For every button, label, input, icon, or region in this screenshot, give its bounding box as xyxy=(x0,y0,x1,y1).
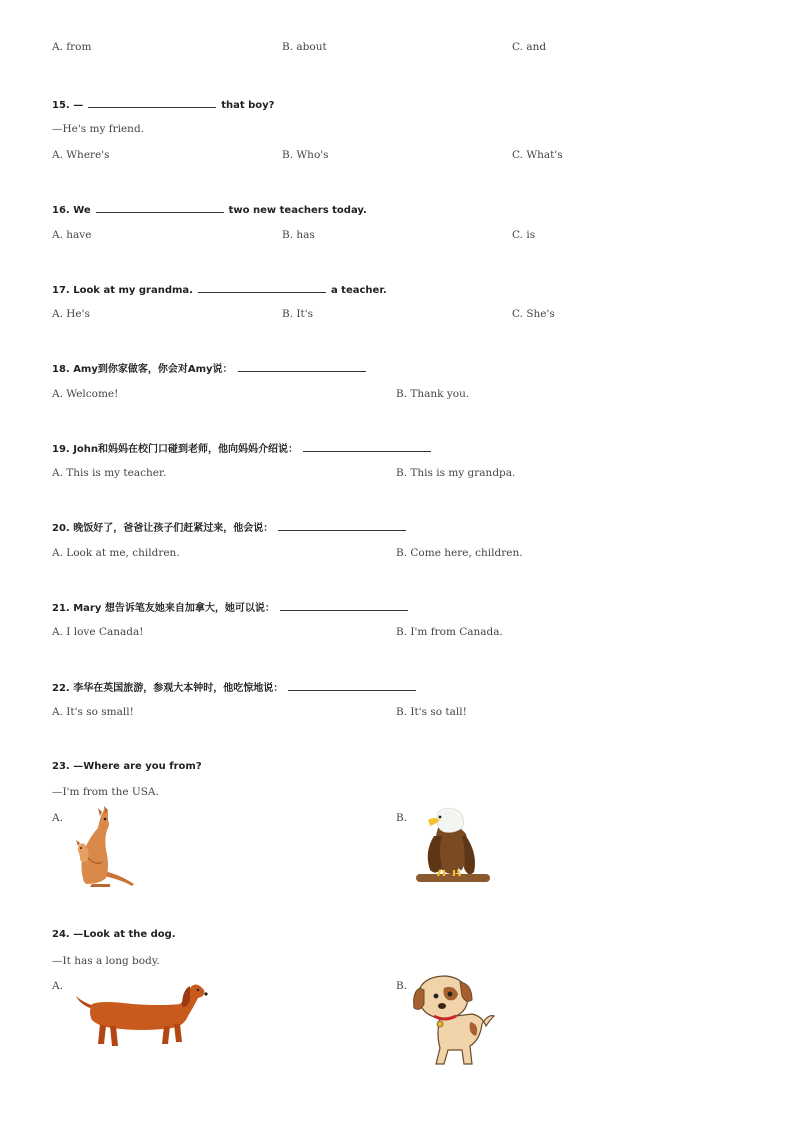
q23-reply: —I'm from the USA. xyxy=(52,786,159,798)
q23-question: 23. —Where are you from? xyxy=(52,761,202,772)
q17-prefix: 17. Look at my grandma. xyxy=(52,285,193,296)
q22-option-a[interactable]: A. It's so small! xyxy=(52,706,134,718)
q17-option-a[interactable]: A. He's xyxy=(52,308,90,320)
q19-prompt: 19. John和妈妈在校门口碰到老师，他向妈妈介绍说： xyxy=(52,444,299,455)
q24-option-b[interactable]: B. xyxy=(396,980,408,992)
q21-option-a[interactable]: A. I love Canada! xyxy=(52,626,144,638)
q15-reply: —He's my friend. xyxy=(52,123,145,135)
q17-question xyxy=(52,282,387,298)
q16-suffix: two new teachers today. xyxy=(228,205,367,216)
q20-question xyxy=(52,520,411,536)
q18-prompt: 18. Amy到你家做客，你会对Amy说： xyxy=(52,364,233,375)
q22-option-b[interactable]: B. It's so tall! xyxy=(396,706,467,718)
q15-option-c[interactable]: C. What's xyxy=(512,149,563,161)
q18-answer-blank[interactable] xyxy=(238,361,366,372)
q18-option-b[interactable]: B. Thank you. xyxy=(396,388,470,400)
q16-prefix: 16. We xyxy=(52,205,91,216)
q15-option-b[interactable]: B. Who's xyxy=(282,149,329,161)
q19-question xyxy=(52,441,436,457)
q22-answer-blank[interactable] xyxy=(288,680,416,691)
dachshund-picture[interactable] xyxy=(72,976,208,1052)
q21-option-b[interactable]: B. I'm from Canada. xyxy=(396,626,503,638)
q23-option-b[interactable]: B. xyxy=(396,812,408,824)
q21-question xyxy=(52,600,413,616)
q24-question: 24. —Look at the dog. xyxy=(52,929,176,940)
q14-option-b[interactable]: B. about xyxy=(282,41,327,53)
q24-reply: —It has a long body. xyxy=(52,955,160,967)
q14-option-a[interactable]: A. from xyxy=(52,41,92,53)
q23-option-a[interactable]: A. xyxy=(52,812,63,824)
q16-option-b[interactable]: B. has xyxy=(282,229,315,241)
q15-prefix: 15. — xyxy=(52,100,84,111)
q21-prompt: 21. Mary 想告诉笔友她来自加拿大，她可以说： xyxy=(52,603,275,614)
q16-option-c[interactable]: C. is xyxy=(512,229,536,241)
q19-answer-blank[interactable] xyxy=(303,441,431,452)
q16-answer-blank[interactable] xyxy=(96,202,224,213)
q16-question xyxy=(52,202,367,218)
q18-question xyxy=(52,361,371,377)
q21-answer-blank[interactable] xyxy=(280,600,408,611)
q15-answer-blank[interactable] xyxy=(88,97,216,108)
q20-option-a[interactable]: A. Look at me, children. xyxy=(52,547,180,559)
q14-option-c[interactable]: C. and xyxy=(512,41,547,53)
q19-option-a[interactable]: A. This is my teacher. xyxy=(52,467,167,479)
q15-suffix: that boy? xyxy=(221,100,275,111)
q16-option-a[interactable]: A. have xyxy=(52,229,92,241)
q18-option-a[interactable]: A. Welcome! xyxy=(52,388,119,400)
q17-suffix: a teacher. xyxy=(330,285,387,296)
q17-option-b[interactable]: B. It's xyxy=(282,308,314,320)
q15-option-a[interactable]: A. Where's xyxy=(52,149,110,161)
q19-option-b[interactable]: B. This is my grandpa. xyxy=(396,467,516,479)
q20-option-b[interactable]: B. Come here, children. xyxy=(396,547,523,559)
q22-question xyxy=(52,680,421,696)
q15-question xyxy=(52,97,274,113)
q22-prompt: 22. 李华在英国旅游，参观大本钟时，他吃惊地说： xyxy=(52,683,284,694)
q20-answer-blank[interactable] xyxy=(278,520,406,531)
kangaroo-picture[interactable] xyxy=(64,806,136,888)
eagle-picture[interactable] xyxy=(414,806,492,890)
q20-prompt: 20. 晚饭好了，爸爸让孩子们赶紧过来，他会说： xyxy=(52,523,274,534)
q17-option-c[interactable]: C. She's xyxy=(512,308,555,320)
puppy-picture[interactable] xyxy=(410,974,496,1070)
q17-answer-blank[interactable] xyxy=(198,282,326,293)
q24-option-a[interactable]: A. xyxy=(52,980,63,992)
